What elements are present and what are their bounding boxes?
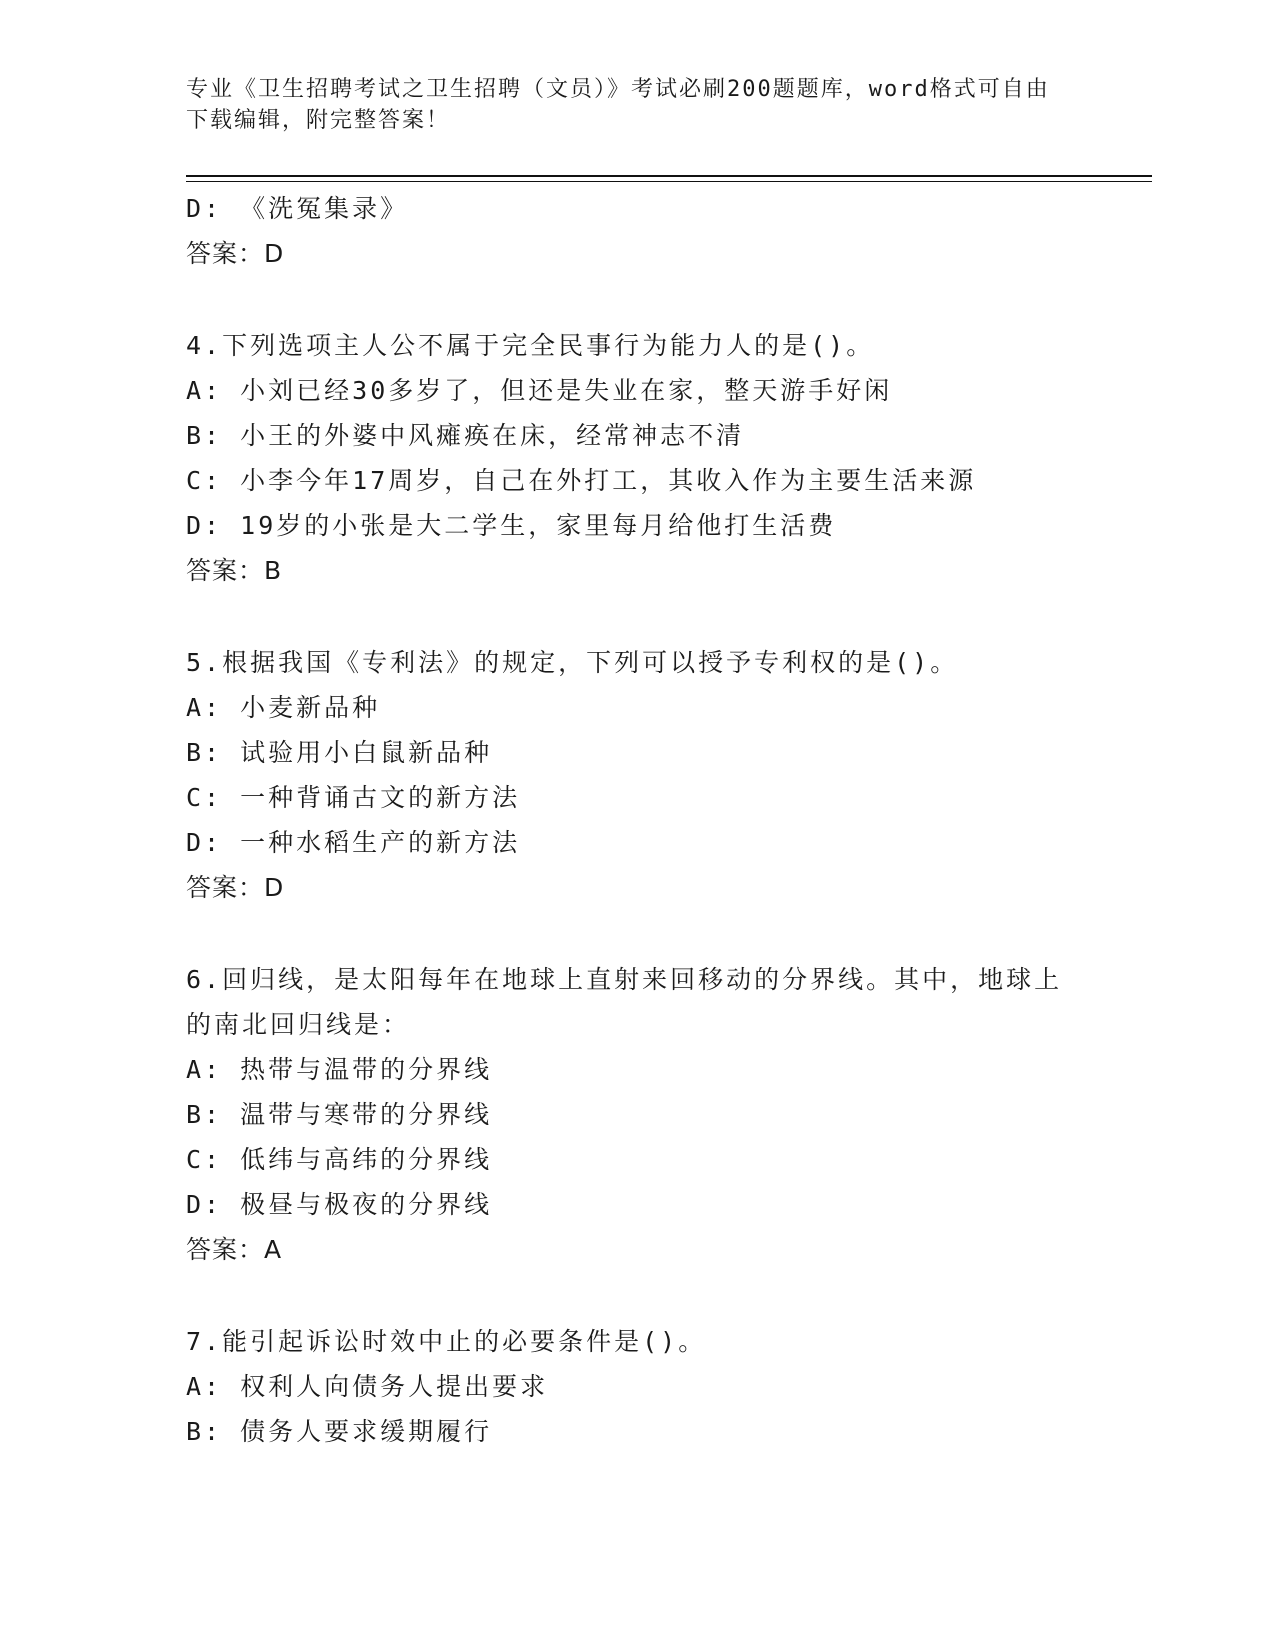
option-a: A: 权利人向债务人提出要求 [186, 1372, 549, 1401]
question-stem: 7.能引起诉讼时效中止的必要条件是()。 [186, 1327, 707, 1356]
question-stem: 4.下列选项主人公不属于完全民事行为能力人的是()。 [186, 331, 875, 360]
question-block [186, 640, 1152, 910]
option-d: D: 《洗冤集录》 [186, 194, 409, 223]
option-a: A: 热带与温带的分界线 [186, 1055, 493, 1084]
option-c: C: 小李今年17周岁，自己在外打工，其收入作为主要生活来源 [186, 466, 977, 495]
option-b: B: 试验用小白鼠新品种 [186, 738, 493, 767]
option-a: A: 小麦新品种 [186, 693, 381, 722]
answer-line: 答案：B [186, 556, 283, 585]
option-b: B: 小王的外婆中风瘫痪在床，经常神志不清 [186, 421, 745, 450]
question-stem: 5.根据我国《专利法》的规定，下列可以授予专利权的是()。 [186, 648, 959, 677]
header-divider-thick [186, 175, 1152, 177]
answer-line: 答案：D [186, 873, 285, 902]
option-d: D: 一种水稻生产的新方法 [186, 828, 521, 857]
question-block [186, 1319, 1152, 1454]
document-header: 专业《卫生招聘考试之卫生招聘（文员）》考试必刷200题题库，word格式可自由下载编辑，附完整答案！ [186, 77, 1050, 133]
option-b: B: 债务人要求缓期履行 [186, 1417, 493, 1446]
option-d: D: 极昼与极夜的分界线 [186, 1190, 493, 1219]
option-c: C: 低纬与高纬的分界线 [186, 1145, 493, 1174]
option-d: D: 19岁的小张是大二学生，家里每月给他打生活费 [186, 511, 837, 540]
answer-line: 答案：D [186, 239, 285, 268]
question-block [186, 323, 1152, 593]
option-a: A: 小刘已经30多岁了，但还是失业在家，整天游手好闲 [186, 376, 893, 405]
question-block [186, 957, 1152, 1272]
question-stem: 6.回归线，是太阳每年在地球上直射来回移动的分界线。其中，地球上的南北回归线是： [186, 965, 1063, 1039]
question-list [186, 186, 1152, 1454]
header-divider-thin [186, 181, 1152, 182]
answer-line: 答案：A [186, 1235, 283, 1264]
option-b: B: 温带与寒带的分界线 [186, 1100, 493, 1129]
option-c: C: 一种背诵古文的新方法 [186, 783, 521, 812]
